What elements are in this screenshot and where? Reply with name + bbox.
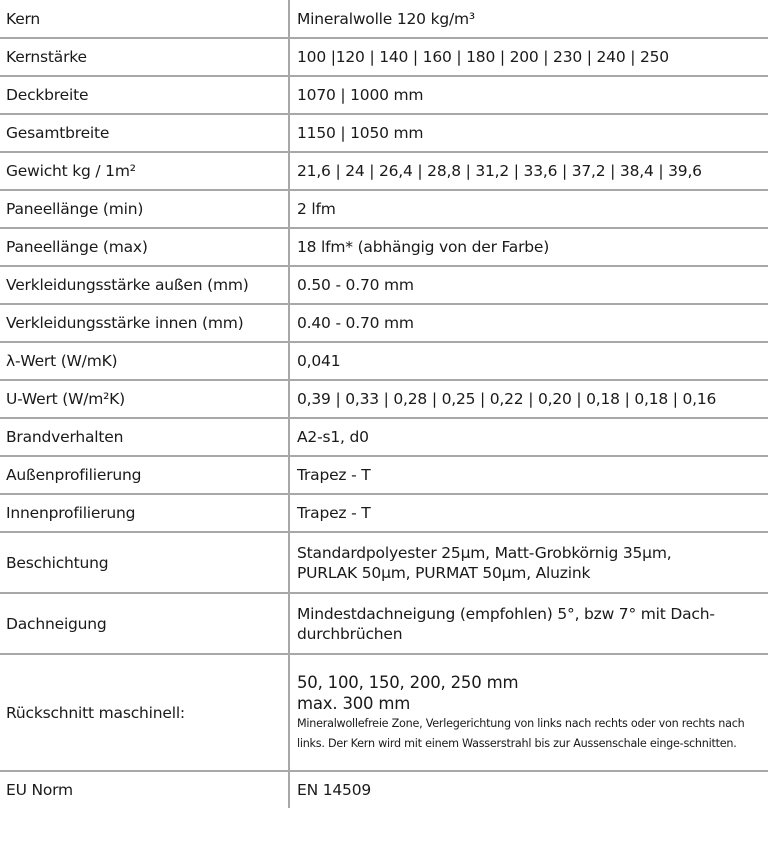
- row-label: Paneellänge (max): [0, 228, 289, 266]
- row-label: U-Wert (W/m²K): [0, 380, 289, 418]
- row-label: Kern: [0, 0, 289, 38]
- row-label: Paneellänge (min): [0, 190, 289, 228]
- row-label: Verkleidungsstärke innen (mm): [0, 304, 289, 342]
- value-line: durchbrüchen: [297, 624, 403, 643]
- row-value: [289, 532, 768, 593]
- row-value: Trapez - T: [297, 504, 371, 522]
- row-label: Dachneigung: [0, 593, 289, 654]
- table-row-brandverhalten: [0, 418, 768, 456]
- row-label: EU Norm: [0, 771, 289, 808]
- table-row-verkleidung-aussen: [0, 266, 768, 304]
- row-value: 0.40 - 0.70 mm: [297, 314, 414, 332]
- row-label: Rückschnitt maschinell:: [0, 654, 289, 771]
- table-row-paneellaenge-max: [0, 228, 768, 266]
- row-label: Kernstärke: [0, 38, 289, 76]
- table-row-verkleidung-innen: [0, 304, 768, 342]
- row-label: Brandverhalten: [0, 418, 289, 456]
- value-line: Standardpolyester 25µm, Matt-Grobkörnig 35µm,: [297, 543, 672, 562]
- row-value: A2-s1, d0: [297, 428, 369, 446]
- table-row-rueckschnitt: [0, 654, 768, 771]
- value-line: 50, 100, 150, 200, 250 mm: [297, 672, 519, 692]
- table-row-paneellaenge-min: [0, 190, 768, 228]
- table-row-kern: [0, 0, 768, 38]
- row-label: Außenprofilierung: [0, 456, 289, 494]
- row-value: [289, 654, 768, 771]
- row-label: Verkleidungsstärke außen (mm): [0, 266, 289, 304]
- value-line: Mindestdachneigung (empfohlen) 5°, bzw 7° mit Dach-: [297, 604, 715, 623]
- value-line: max. 300 mm: [297, 693, 411, 713]
- row-label: Beschichtung: [0, 532, 289, 593]
- table-row-gesamtbreite: [0, 114, 768, 152]
- row-label: λ-Wert (W/mK): [0, 342, 289, 380]
- table-row-u-wert: [0, 380, 768, 418]
- table-row-gewicht: [0, 152, 768, 190]
- row-value: Mineralwolle 120 kg/m³: [297, 9, 475, 28]
- table-row-innenprofilierung: [0, 494, 768, 532]
- table-row-beschichtung: [0, 532, 768, 593]
- row-label: Innenprofilierung: [0, 494, 289, 532]
- row-value: [289, 593, 768, 654]
- row-value: 0,041: [297, 352, 341, 370]
- table-row-kernstaerke: [0, 38, 768, 76]
- value-note: Mineralwollefreie Zone, Verlegerichtung von links nach rechts oder von rechts nach links. Der Kern wird mit einem Wasserstrahl bis zur Aussenschale einge-schnitten.: [297, 716, 745, 750]
- row-value: 21,6 | 24 | 26,4 | 28,8 | 31,2 | 33,6 | 37,2 | 38,4 | 39,6: [297, 162, 702, 180]
- table-row-dachneigung: [0, 593, 768, 654]
- row-value: EN 14509: [297, 781, 372, 799]
- row-value: 2 lfm: [297, 200, 336, 218]
- table-row-eu-norm: [0, 771, 768, 808]
- row-value: 1070 | 1000 mm: [297, 86, 424, 104]
- table-row-lambda-wert: [0, 342, 768, 380]
- row-value: 18 lfm* (abhängig von der Farbe): [297, 238, 550, 256]
- row-value: 1150 | 1050 mm: [297, 124, 424, 142]
- table-row-deckbreite: [0, 76, 768, 114]
- row-value: 0,39 | 0,33 | 0,28 | 0,25 | 0,22 | 0,20 | 0,18 | 0,18 | 0,16: [297, 390, 717, 408]
- value-line: PURLAK 50µm, PURMAT 50µm, Aluzink: [297, 563, 591, 582]
- row-value: 0.50 - 0.70 mm: [297, 276, 414, 294]
- table-row-aussenprofilierung: [0, 456, 768, 494]
- row-label: Gewicht kg / 1m²: [0, 152, 289, 190]
- row-label: Deckbreite: [0, 76, 289, 114]
- row-value: Trapez - T: [297, 466, 371, 484]
- row-label: Gesamtbreite: [0, 114, 289, 152]
- row-value: 100 |120 | 140 | 160 | 180 | 200 | 230 | 240 | 250: [297, 48, 669, 66]
